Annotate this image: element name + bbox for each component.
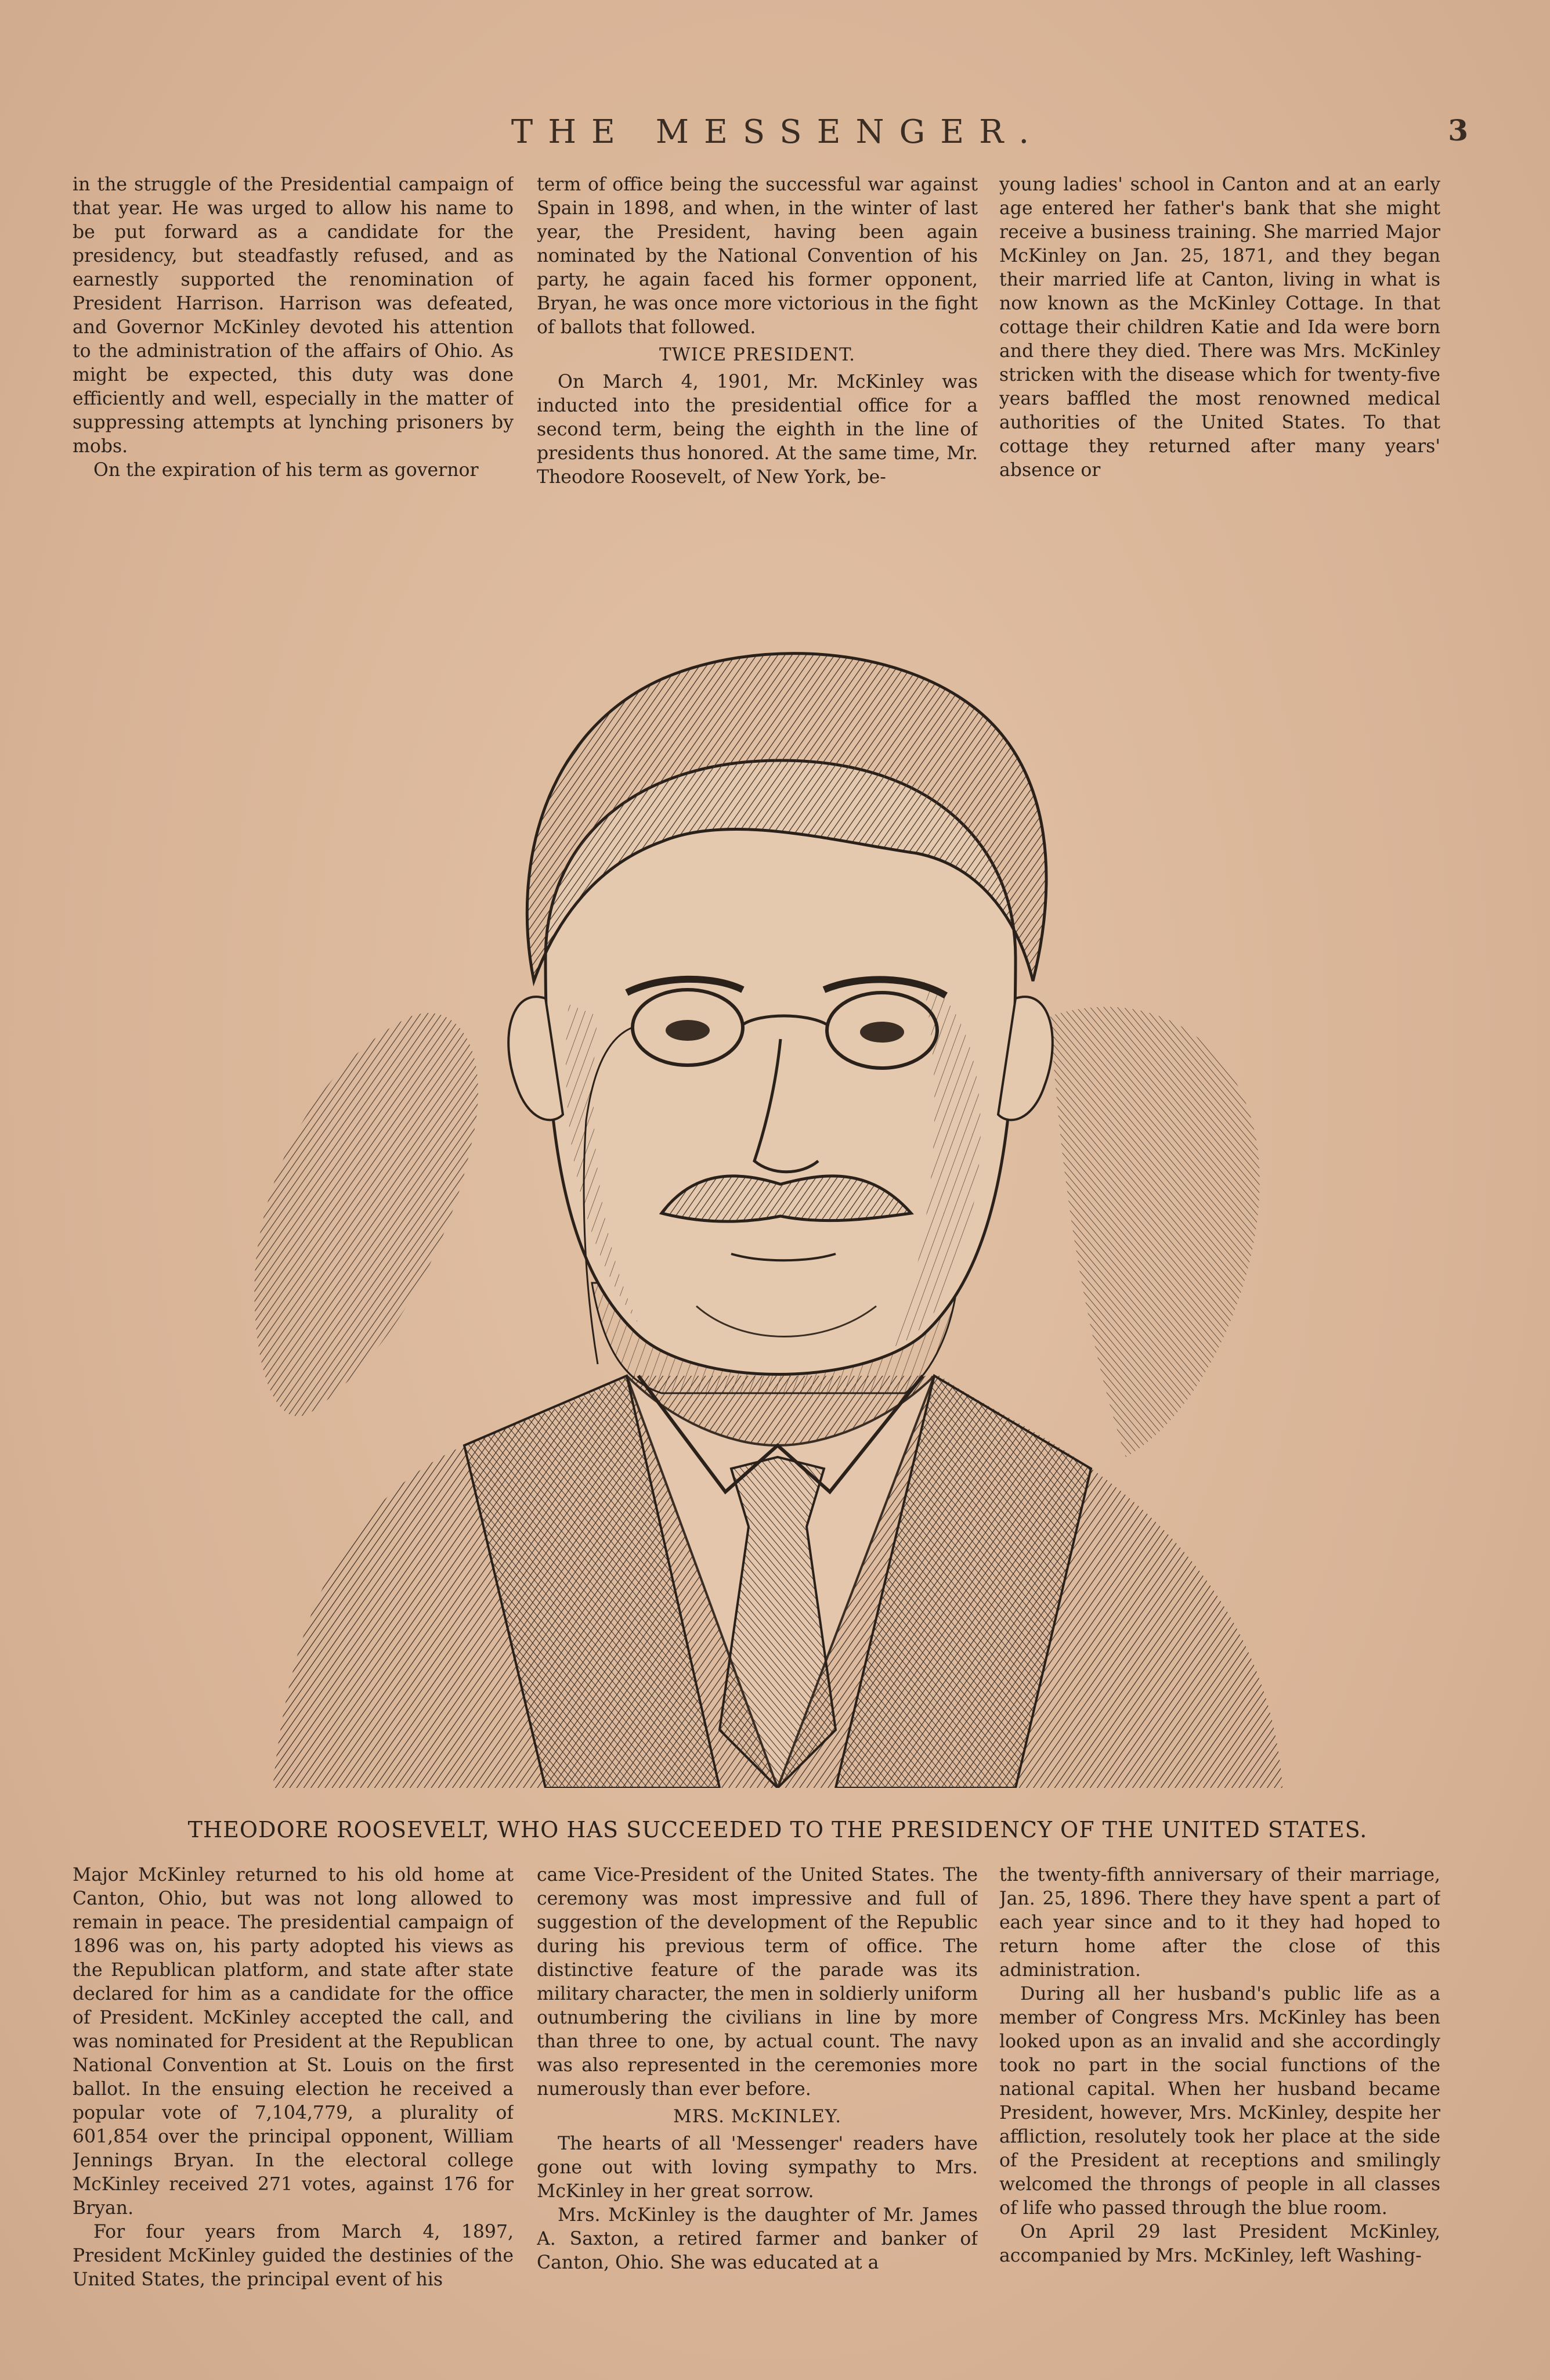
top-column-3 (999, 173, 1440, 498)
paragraph: in the struggle of the Presidential campaign of that year. He was urged to allow his name to be put forward as a candidate for the presidency, but steadfastly refused, and as earnestly supported the renomination of President Harrison. Harrison was defeated, and Governor McKinley devoted his attention to the administration of the affairs of Ohio. As might be expected, this duty was done efficiently and well, especially in the matter of suppressing attempts at lynching prisoners by mobs. (73, 174, 514, 457)
paragraph: On the expiration of his term as governor (93, 460, 479, 481)
top-column-1 (73, 173, 514, 498)
paragraph: came Vice-President of the United States. The ceremony was most impressive and full of suggestion of the development of the Republic during his previous term of office. The distinctive feature of the parade was its military character, the men in soldierly uniform outnumbering the civilians in line by more than three to one, by actual count. The navy was also represented in the ceremonies more numerously than ever before. (537, 1865, 978, 2100)
bottom-column-1 (73, 1863, 514, 2316)
paragraph: Major McKinley returned to his old home at Canton, Ohio, but was not long allowed to remain in peace. The presidential campaign of 1896 was on, his party adopted his views as the Republican platform, and state after state declared for him as a candidate for the office of President. McKinley accepted the call, and was nominated for President at the Republican National Convention at St. Louis on the first ballot. In the ensuing election he received a popular vote of 7,104,779, a plurality of 601,854 over the principal opponent, William Jennings Bryan. In the electoral college McKinley received 271 votes, against 176 for Bryan. (73, 1865, 514, 2219)
portrait-caption: THEODORE ROOSEVELT, WHO HAS SUCCEEDED TO THE PRESIDENCY OF THE UNITED STATES. (187, 1817, 1368, 1842)
paragraph: For four years from March 4, 1897, President McKinley guided the destinies of the United States, the principal event of his (73, 2222, 514, 2290)
masthead (70, 113, 1486, 154)
top-column-2 (537, 173, 978, 498)
bottom-column-3 (999, 1863, 1440, 2316)
paragraph: During all her husband's public life as a member of Congress Mrs. McKinley has been looked upon as an invalid and she accordingly took no part in the social functions of the national capital. When her husband became President, however, Mrs. McKinley, despite her affliction, resolutely took her place at the side of the President at receptions and smilingly welcomed the throngs of people in all classes of life who passed through the blue room. (999, 1984, 1440, 2219)
page-number: 3 (1448, 113, 1468, 147)
paragraph: young ladies' school in Canton and at an early age entered her father's bank that she might receive a business training. She married Major McKinley on Jan. 25, 1871, and they began their married life at Canton, living in what is now known as the McKinley Cottage. In that cottage their children Katie and Ida were born and there they died. There was Mrs. McKinley stricken with the disease which for twenty-five years baffled the most renowned medical authorities of the United States. To that cottage they returned after many years' absence or (999, 174, 1440, 481)
paragraph: term of office being the successful war against Spain in 1898, and when, in the winter of last year, the President, having been again nominated by the National Convention of his party, he again faced his former opponent, Bryan, he was once more victorious in the fight of ballots that followed. (537, 174, 978, 338)
paragraph: On April 29 last President McKinley, accompanied by Mrs. McKinley, left Washing- (999, 2222, 1440, 2266)
paragraph: Mrs. McKinley is the daughter of Mr. James A. Saxton, a retired farmer and banker of Canton, Ohio. She was educated at a (537, 2205, 978, 2273)
paragraph: On March 4, 1901, Mr. McKinley was inducted into the presidential office for a second term, being the eighth in the line of presidents thus honored. At the same time, Mr. Theodore Roosevelt, of New York, be- (537, 372, 978, 488)
roosevelt-portrait-engraving (221, 540, 1323, 1788)
bottom-column-2 (537, 1863, 978, 2316)
paragraph: the twenty-fifth anniversary of their marriage, Jan. 25, 1896. There they have spent a part of each year since and to it they had hoped to return home after the close of this administration. (999, 1865, 1440, 1981)
section-heading: TWICE PRESIDENT. (659, 344, 855, 365)
section-heading: MRS. McKINLEY. (673, 2106, 842, 2127)
newspaper-title: THE MESSENGER. (511, 113, 1045, 151)
paragraph: The hearts of all 'Messenger' readers have gone out with loving sympathy to Mrs. McKinley in her great sorrow. (537, 2133, 978, 2202)
